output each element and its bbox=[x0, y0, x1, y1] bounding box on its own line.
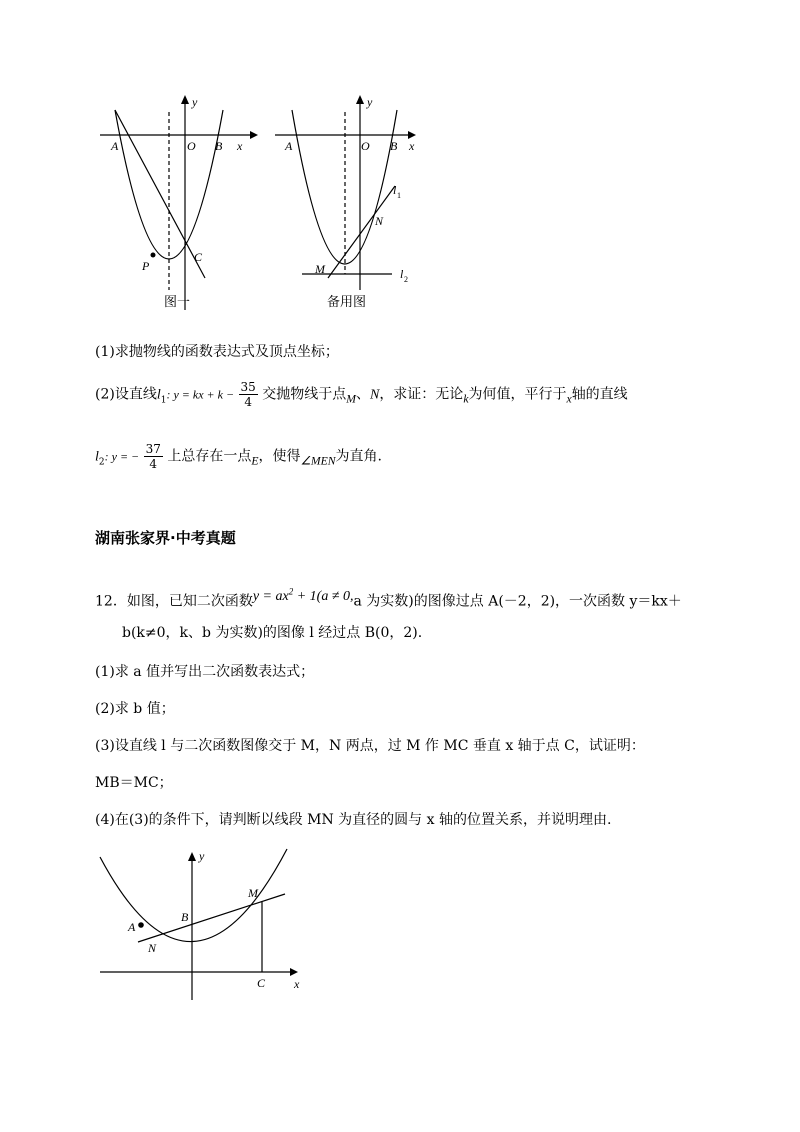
figure-1-caption: 图一 bbox=[164, 295, 191, 310]
q12-line2: b(k≠0，k、b 为实数)的图像 l 经过点 B(0，2). bbox=[122, 625, 423, 641]
figure-2-caption: 备用图 bbox=[327, 295, 367, 310]
q11-text-exists: 上总存在一点 bbox=[167, 448, 252, 465]
label-y: y bbox=[367, 95, 373, 109]
label-l2: l bbox=[400, 267, 404, 281]
label-l2-sub: 2 bbox=[404, 275, 408, 284]
q12-eq bbox=[252, 586, 354, 604]
label-n: N bbox=[148, 941, 157, 955]
label-o: O bbox=[361, 139, 370, 153]
x-axis-arrow bbox=[290, 968, 298, 976]
label-n: N bbox=[375, 214, 384, 228]
label-c: C bbox=[194, 250, 203, 264]
label-p: P bbox=[142, 259, 150, 273]
q11-text-axis: 轴的直线 bbox=[571, 386, 628, 403]
q11-angle-men: ∠MEN bbox=[300, 454, 336, 468]
q12-part1: (1)求 a 值并写出二次函数表达式； bbox=[95, 664, 315, 680]
q11-text-right-angle: 为直角. bbox=[335, 448, 382, 465]
q11-text-intersect: 交抛物线于点 bbox=[262, 386, 347, 403]
q11-sep: 、 bbox=[355, 386, 370, 403]
q12-part4: (4)在(3)的条件下，请判断以线段 MN 为直径的圆与 x 轴的位置关系，并说明理由. bbox=[95, 812, 612, 828]
label-m: M bbox=[248, 886, 258, 900]
label-m: M bbox=[315, 262, 325, 276]
q11-part2-line2 bbox=[95, 442, 382, 471]
q12-line1-rest: a 为实数)的图像过点 A(－2，2)，一次函数 y＝kx＋ bbox=[353, 593, 682, 610]
label-y: y bbox=[192, 95, 198, 109]
q11-l1: l bbox=[156, 387, 161, 403]
q11-text-parallel: 为何值，平行于 bbox=[468, 386, 567, 403]
y-axis-arrow bbox=[181, 95, 189, 104]
q11-point-e: E bbox=[251, 454, 259, 468]
q12-part2: (2)求 b 值； bbox=[95, 701, 175, 717]
q11-point-m: M bbox=[346, 392, 356, 406]
fraction-37-4 bbox=[144, 442, 163, 471]
point-a bbox=[138, 922, 144, 928]
q11-line-eq: : y = kx + k − bbox=[166, 387, 235, 402]
fraction-denominator: 4 bbox=[244, 395, 252, 409]
label-y: y bbox=[199, 849, 205, 863]
label-x: x bbox=[294, 977, 300, 991]
q12-intro: 12．如图，已知二次函数 bbox=[95, 593, 253, 610]
q11-var-k: k bbox=[463, 392, 469, 406]
y-axis-arrow bbox=[188, 852, 196, 861]
label-l1-sub: 1 bbox=[397, 191, 401, 200]
fraction-denominator: 4 bbox=[149, 457, 158, 471]
label-a: A bbox=[285, 139, 293, 153]
fraction-35-4 bbox=[239, 380, 258, 409]
q11-l2: l bbox=[95, 449, 99, 465]
label-b: B bbox=[215, 139, 223, 153]
q12-part3: (3)设直线 l 与二次函数图像交于 M，N 两点，过 M 作 MC 垂直 x 轴于点 C，试证明： bbox=[95, 738, 645, 754]
label-o: O bbox=[187, 139, 196, 153]
q11-l1-sub: 1 bbox=[160, 395, 167, 406]
figure-3 bbox=[95, 845, 315, 1005]
line-l bbox=[138, 894, 285, 942]
q12-part3-conclusion: MB＝MC； bbox=[95, 775, 173, 791]
q11-part1: (1)求抛物线的函数表达式及顶点坐标； bbox=[95, 344, 339, 360]
figure-1 bbox=[95, 90, 265, 315]
q11-part2-intro: (2)设直线 bbox=[95, 386, 157, 403]
label-l1: l bbox=[393, 183, 397, 197]
label-x: x bbox=[409, 139, 415, 153]
q11-l2-sub: 2 bbox=[98, 457, 105, 468]
q12-eq-rest: + 1(a ≠ 0, bbox=[293, 588, 354, 604]
fraction-numerator: 37 bbox=[145, 442, 161, 456]
y-axis-arrow bbox=[356, 95, 364, 104]
figure-2 bbox=[270, 90, 430, 315]
q12-line1 bbox=[95, 588, 682, 612]
q11-text-such-that: ，使得 bbox=[258, 448, 301, 465]
line-l1 bbox=[328, 186, 395, 278]
label-b: B bbox=[181, 910, 189, 924]
label-c: C bbox=[257, 976, 266, 990]
label-x: x bbox=[237, 139, 243, 153]
q11-l2-eq: : y = − bbox=[104, 449, 140, 464]
section-title: 湖南张家界·中考真题 bbox=[95, 529, 236, 547]
x-axis-arrow bbox=[408, 131, 416, 139]
q11-text-prove: ，求证：无论 bbox=[379, 386, 464, 403]
fraction-numerator: 35 bbox=[240, 380, 256, 394]
x-axis-arrow bbox=[250, 131, 258, 139]
q11-var-x: x bbox=[566, 392, 572, 406]
point-p bbox=[151, 253, 156, 258]
q11-part2 bbox=[95, 380, 628, 409]
label-a: A bbox=[111, 139, 119, 153]
label-a: A bbox=[128, 920, 136, 934]
q12-eq-main: y = ax bbox=[252, 588, 289, 604]
label-b: B bbox=[390, 139, 398, 153]
q11-point-n: N bbox=[369, 387, 380, 403]
q12-eq-exp: 2 bbox=[288, 586, 294, 596]
